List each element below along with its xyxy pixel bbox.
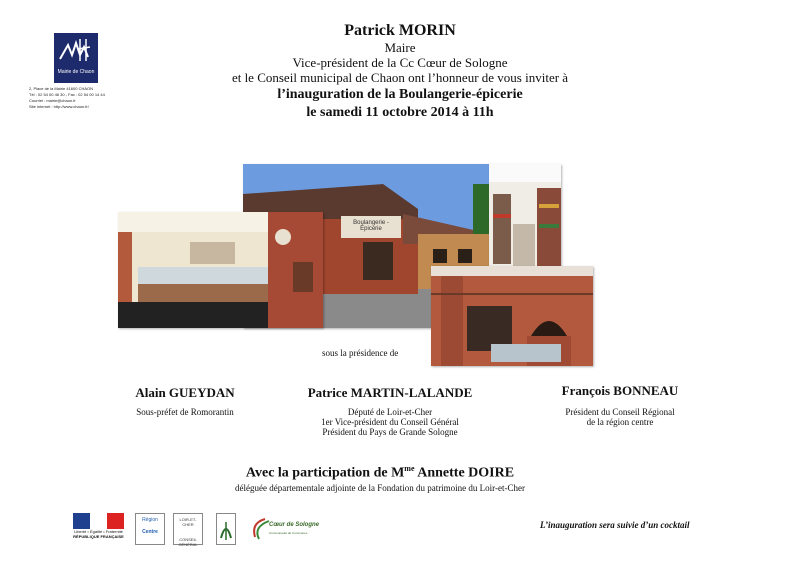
guest-name: Patrice MARTIN-LALANDE: [307, 385, 473, 400]
address-line: Tél : 02 54 00 46 30 - Fax : 02 54 00 14 44: [29, 92, 105, 97]
guest-gueydan: [95, 385, 275, 417]
participation-role: déléguée départementale adjointe de la Fondation du patrimoine du Loir-et-Cher: [235, 482, 525, 493]
rf-name: RÉPUBLIQUE FRANÇAISE: [73, 534, 124, 539]
cds-name: Cœur de Sologne: [269, 522, 319, 528]
coeur-de-sologne-icon: [249, 513, 327, 543]
mairie-logo-caption: Mairie de Chaon: [57, 69, 95, 75]
logo-region-centre: [135, 513, 165, 545]
address-line: Courriel : mairie@chaon.fr: [29, 98, 76, 103]
mairie-logo-icon: [54, 33, 98, 69]
region-name: Centre: [142, 529, 158, 535]
logo-conseil-general: [173, 513, 203, 545]
address-line: Site internet : http://www.chaon.fr/: [29, 104, 89, 109]
participation-line: [150, 460, 610, 483]
cds-label: Communauté de Communes: [269, 531, 308, 535]
guest-name: Alain GUEYDAN: [135, 385, 235, 400]
participation: [150, 460, 610, 493]
event-date: le samedi 11 octobre 2014 à 11h: [306, 105, 494, 120]
participation-name: Annette DOIRE: [414, 465, 515, 481]
guest-bonneau: [530, 383, 710, 427]
logo-coeur-de-sologne: [249, 513, 327, 543]
mairie-logo: [54, 33, 98, 83]
shop-sign: Boulangerie - Épicerie: [353, 220, 389, 232]
guest-title: Député de Loir-et-Cher: [347, 407, 433, 417]
tricolor-flag-icon: [73, 513, 124, 529]
invitation-line: et le Conseil municipal de Chaon ont l’honneur de vous inviter à: [231, 70, 569, 85]
participation-prefix: Avec la participation de M: [245, 465, 405, 481]
participation-sup: me: [404, 464, 415, 473]
cocktail-note: L’inauguration sera suivie d’un cocktail: [540, 520, 690, 530]
cg-label: CONSEIL GÉNÉRAL: [178, 537, 198, 547]
rf-motto: Liberté • Égalité • Fraternité: [74, 529, 123, 534]
fondation-icon: [217, 514, 235, 544]
guest-martin-lalande: [280, 385, 500, 437]
presidence-label: sous la présidence de: [322, 348, 399, 358]
invitation-header: [160, 22, 640, 122]
guest-title: 1er Vice-président du Conseil Général: [321, 417, 459, 427]
logo-fondation-patrimoine: [216, 513, 236, 545]
address-line: 2, Place de la Mairie 41600 CHAON: [29, 86, 94, 91]
logo-republique-francaise: [73, 513, 124, 543]
photo-bread-oven: [431, 266, 593, 366]
host-name: Patrick MORIN: [344, 22, 456, 39]
photo-grocery-shelves: [489, 164, 561, 268]
cg-name: LOIR-ET-CHER: [179, 517, 197, 527]
guest-title: de la région centre: [586, 417, 654, 427]
photo-interior-counter: [118, 212, 323, 328]
guest-title: Président du Conseil Régional: [565, 407, 675, 417]
event-title: l’inauguration de la Boulangerie-épicerie: [277, 87, 523, 102]
host-role-2: Vice-président de la Cc Cœur de Sologne: [292, 55, 508, 70]
region-label: Région: [142, 517, 158, 523]
mairie-address: [29, 86, 109, 110]
host-role: Maire: [384, 40, 416, 55]
guest-title: Président du Pays de Grande Sologne: [322, 427, 458, 437]
guest-name: François BONNEAU: [561, 383, 679, 398]
guest-title: Sous-préfet de Romorantin: [136, 407, 234, 417]
